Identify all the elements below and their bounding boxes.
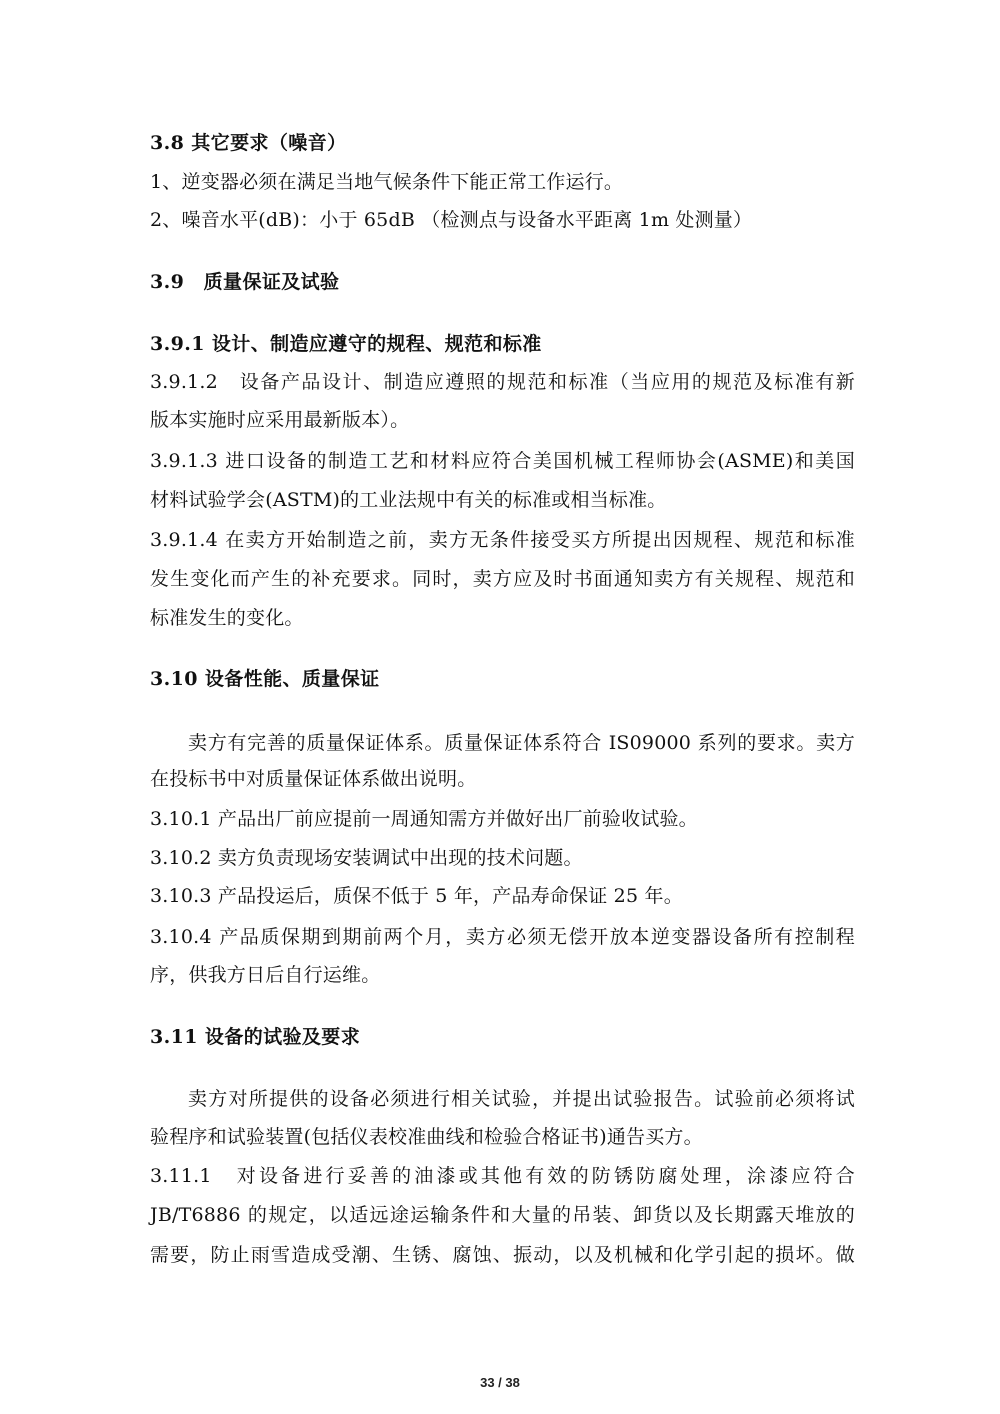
section-heading-3-10: 3.10 设备性能、质量保证 <box>150 668 380 690</box>
paragraph-3-10-1: 3.10.1 产品出厂前应提前一周通知需方并做好出厂前验收试验。 <box>150 808 698 830</box>
section-heading-3-8: 3.8 其它要求（噪音） <box>150 132 347 154</box>
paragraph-3-9-1-2-line1: 3.9.1.2 设备产品设计、制造应遵照的规范和标准（当应用的规范及标准有新 <box>150 371 855 393</box>
paragraph-3-8-item2: 2、噪音水平(dB)：小于 65dB （检测点与设备水平距离 1m 处测量） <box>150 209 753 231</box>
paragraph-3-8-item1: 1、逆变器必须在满足当地气候条件下能正常工作运行。 <box>150 171 624 193</box>
paragraph-3-10-4-line2: 序，供我方日后自行运维。 <box>150 964 381 986</box>
paragraph-3-9-1-3-line1: 3.9.1.3 进口设备的制造工艺和材料应符合美国机械工程师协会(ASME)和美国 <box>150 450 855 472</box>
paragraph-3-10-2: 3.10.2 卖方负责现场安装调试中出现的技术问题。 <box>150 847 583 869</box>
section-heading-3-9: 3.9 质量保证及试验 <box>150 271 340 293</box>
paragraph-3-11-intro-line2: 验程序和试验装置(包括仪表校准曲线和检验合格证书)通告买方。 <box>150 1126 703 1148</box>
paragraph-3-10-3: 3.10.3 产品投运后，质保不低于 5 年，产品寿命保证 25 年。 <box>150 885 683 907</box>
paragraph-3-11-1-line3: 需要，防止雨雪造成受潮、生锈、腐蚀、振动，以及机械和化学引起的损坏。做 <box>150 1244 855 1266</box>
paragraph-3-9-1-4-line3: 标准发生的变化。 <box>150 607 304 629</box>
page-number: 33 / 38 <box>480 1375 520 1390</box>
paragraph-3-9-1-3-line2: 材料试验学会(ASTM)的工业法规中有关的标准或相当标准。 <box>150 489 667 511</box>
paragraph-3-11-intro-line1: 卖方对所提供的设备必须进行相关试验，并提出试验报告。试验前必须将试 <box>188 1088 855 1110</box>
paragraph-3-9-1-4-line1: 3.9.1.4 在卖方开始制造之前，卖方无条件接受买方所提出因规程、规范和标准 <box>150 529 855 551</box>
subsection-heading-3-9-1: 3.9.1 设计、制造应遵守的规程、规范和标准 <box>150 333 542 355</box>
paragraph-3-10-intro-line2: 在投标书中对质量保证体系做出说明。 <box>150 768 477 790</box>
paragraph-3-10-4-line1: 3.10.4 产品质保期到期前两个月，卖方必须无偿开放本逆变器设备所有控制程 <box>150 926 855 948</box>
paragraph-3-9-1-4-line2: 发生变化而产生的补充要求。同时，卖方应及时书面通知卖方有关规程、规范和 <box>150 568 855 590</box>
paragraph-3-10-intro-line1: 卖方有完善的质量保证体系。质量保证体系符合 IS09000 系列的要求。卖方 <box>188 732 855 754</box>
paragraph-3-11-1-line1: 3.11.1 对设备进行妥善的油漆或其他有效的防锈防腐处理，涂漆应符合 <box>150 1165 855 1187</box>
paragraph-3-9-1-2-line2: 版本实施时应采用最新版本）。 <box>150 409 410 431</box>
section-heading-3-11: 3.11 设备的试验及要求 <box>150 1026 361 1048</box>
paragraph-3-11-1-line2: JB/T6886 的规定，以适远途运输条件和大量的吊装、卸货以及长期露天堆放的 <box>150 1204 855 1226</box>
